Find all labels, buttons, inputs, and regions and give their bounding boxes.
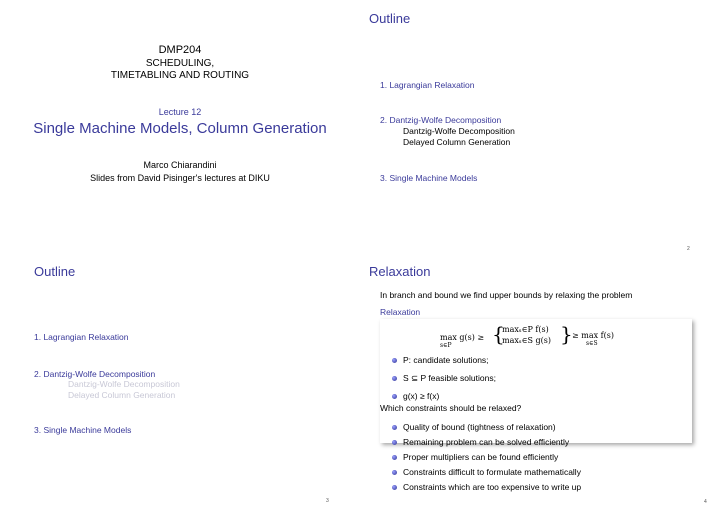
- author: Marco Chiarandini: [143, 160, 217, 170]
- block-title: Relaxation: [380, 307, 421, 317]
- toc-item-lagrangian[interactable]: 1. Lagrangian Relaxation: [380, 80, 475, 90]
- toc-item-lagrangian[interactable]: 1. Lagrangian Relaxation: [34, 332, 129, 342]
- bullet-icon: [392, 358, 397, 363]
- block-bullet: P: candidate solutions;: [392, 355, 489, 365]
- slide-outline-1: [360, 0, 720, 255]
- toc-subitem-dw-decomposition[interactable]: Dantzig-Wolfe Decomposition: [403, 126, 515, 136]
- bullet-icon: [392, 440, 397, 445]
- bullet-icon: [392, 470, 397, 475]
- page-number: 4: [704, 499, 707, 505]
- formula-rhs-sub: s∈S: [586, 340, 598, 347]
- formula-lhs-sub: s∈P: [440, 342, 452, 349]
- formula-lhs: max g(s) ≥: [440, 333, 485, 342]
- toc-subitem-delayed-column-generation[interactable]: Delayed Column Generation: [68, 390, 176, 400]
- toc-subitem-delayed-column-generation[interactable]: Delayed Column Generation: [403, 137, 511, 147]
- slide-title-outline: Outline: [369, 11, 411, 26]
- left-brace: {: [492, 322, 505, 346]
- toc-subitem-dw-decomposition[interactable]: Dantzig-Wolfe Decomposition: [68, 379, 180, 389]
- slide-title-relaxation: Relaxation: [369, 264, 431, 279]
- block-bullet: g(x) ≥ f(x): [392, 391, 439, 401]
- page-number: 2: [687, 246, 690, 252]
- lecture-title: Single Machine Models, Column Generation: [33, 120, 327, 137]
- course-subtitle-line2: TIMETABLING AND ROUTING: [110, 70, 250, 81]
- formula-top: maxₛ∈P f(s): [502, 325, 549, 334]
- list-item: Constraints difficult to formulate mathematically: [392, 467, 581, 477]
- slide-title-outline: Outline: [34, 264, 76, 279]
- slide-relaxation: [360, 255, 720, 510]
- toc-item-single-machine[interactable]: 3. Single Machine Models: [34, 425, 132, 435]
- toc-item-dantzig-wolfe[interactable]: 2. Dantzig-Wolfe Decomposition: [34, 369, 156, 379]
- list-item: Constraints which are too expensive to write up: [392, 482, 581, 492]
- lecture-number: Lecture 12: [158, 107, 202, 117]
- bullet-icon: [392, 376, 397, 381]
- right-brace: }: [560, 322, 573, 346]
- question-text: Which constraints should be relaxed?: [380, 403, 522, 413]
- toc-item-dantzig-wolfe[interactable]: 2. Dantzig-Wolfe Decomposition: [380, 115, 502, 125]
- bullet-icon: [392, 425, 397, 430]
- formula-rhs: ≥ max f(s): [572, 331, 614, 340]
- course-subtitle-line1: SCHEDULING,: [145, 58, 215, 69]
- list-item: Remaining problem can be solved efficiently: [392, 437, 569, 447]
- list-item: Quality of bound (tightness of relaxation): [392, 422, 556, 432]
- block-bullet: S ⊆ P feasible solutions;: [392, 373, 496, 384]
- course-code: DMP204: [158, 44, 202, 56]
- intro-text: In branch and bound we find upper bounds by relaxing the problem: [380, 290, 633, 300]
- bullet-icon: [392, 485, 397, 490]
- bullet-icon: [392, 455, 397, 460]
- slide-outline-2: [0, 255, 360, 510]
- slide-source: Slides from David Pisinger's lectures at DIKU: [90, 173, 270, 183]
- slide-title: [0, 0, 360, 255]
- bullet-icon: [392, 394, 397, 399]
- toc-item-single-machine[interactable]: 3. Single Machine Models: [380, 173, 478, 183]
- formula-bottom: maxₛ∈S g(s): [502, 336, 551, 345]
- list-item: Proper multipliers can be found efficiently: [392, 452, 558, 462]
- page-number: 3: [326, 498, 329, 504]
